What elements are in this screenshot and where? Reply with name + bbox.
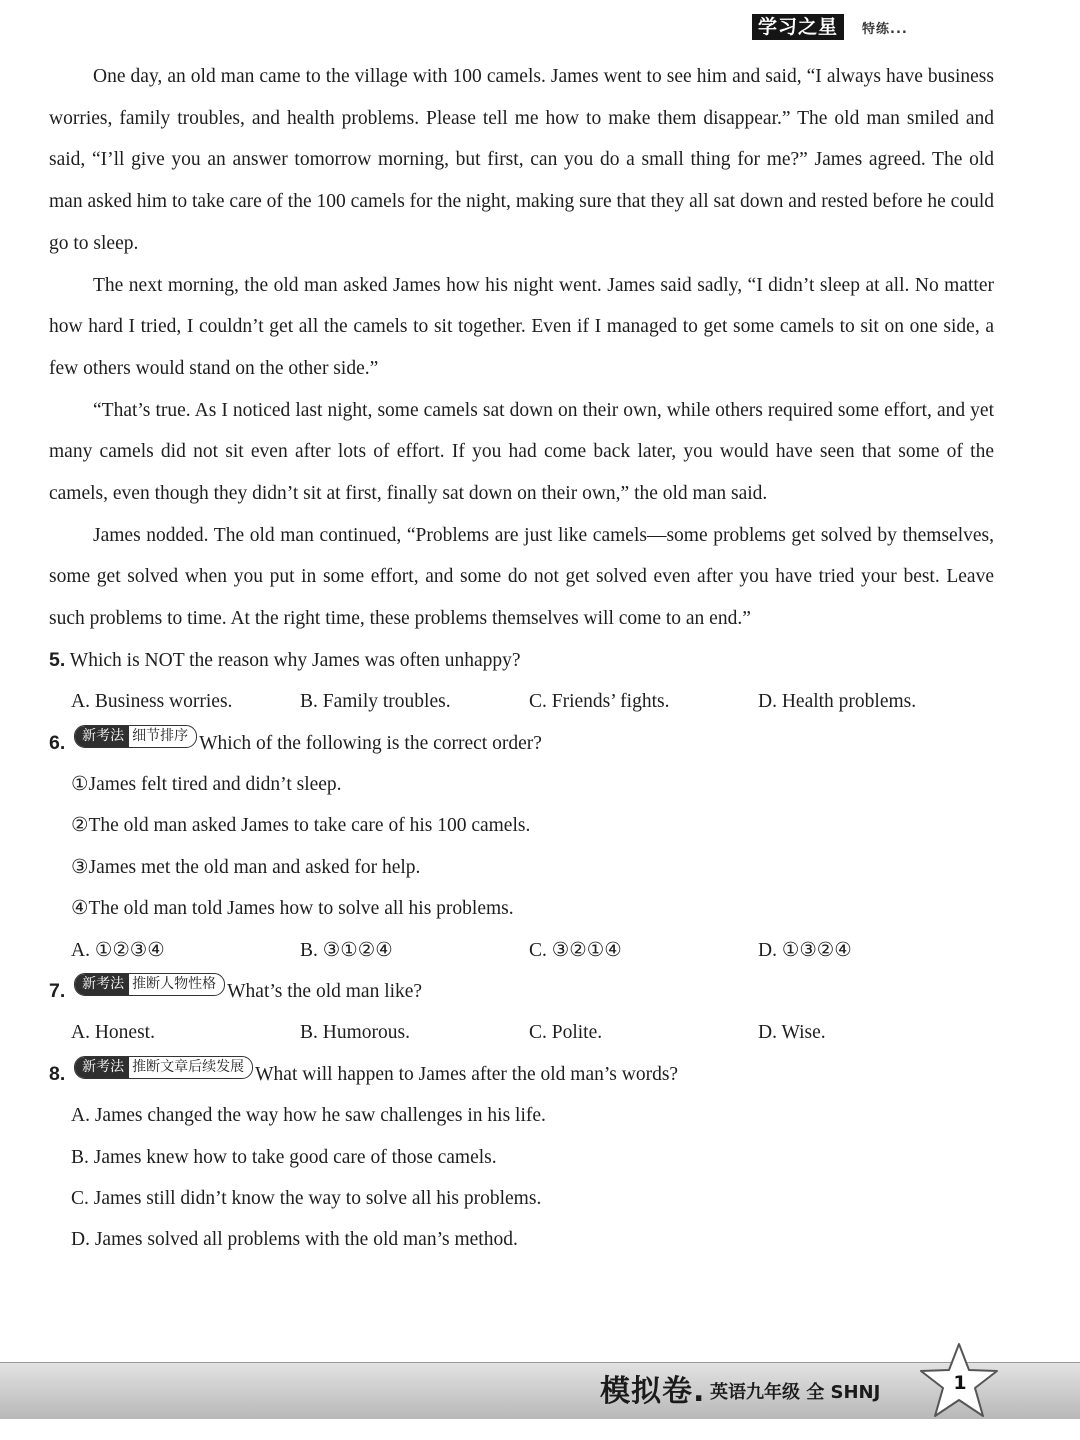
options-row [49, 681, 994, 722]
question-type-badge [74, 973, 225, 996]
footer-title: 模拟卷. [600, 1374, 706, 1409]
badge-label: 新考法 [75, 726, 129, 747]
passage-paragraph-1: One day, an old man came to the village with 100 camels. James went to see him and said, “I always have business worries, family troubles, and health problems. Please tell me how to make them disappear.” The old man smiled and said, “I’ll give you an answer tomorrow morning, but first, can you do a small thing for me?” James agreed. The old man asked him to take care of the 100 camels for the night, making sure that they all sat down and rested before he could go to sleep. [49, 66, 994, 254]
badge-type: 推断人物性格 [132, 975, 217, 992]
badge-type: 推断文章后续发展 [132, 1058, 245, 1075]
option-a: A. James changed the way how he saw challenges in his life. [71, 1105, 546, 1127]
option-b: B. Family troubles. [300, 691, 451, 713]
option-b: B. Humorous. [300, 1022, 410, 1044]
page-number: 1 [953, 1372, 967, 1394]
question-5 [49, 640, 994, 723]
option-b: B. James knew how to take good care of those camels. [71, 1146, 497, 1168]
option-d: D. Health problems. [758, 691, 917, 713]
passage-paragraph-2: The next morning, the old man asked James how his night went. James said sadly, “I didn’t sleep at all. No matter how hard I tried, I couldn’t get all the camels to sit together. Even if I managed to get some camels to sit on one side, a few others would stand on the other side.” [49, 274, 994, 379]
footer-subtitle: 英语九年级 全 SHNJ [710, 1382, 881, 1403]
option-b: B. ③①②④ [300, 939, 393, 961]
option-c: C. Polite. [529, 1022, 603, 1044]
options-row [49, 1012, 994, 1053]
order-item-4: ④The old man told James how to solve all his problems. [71, 898, 514, 920]
order-item-3: ③James met the old man and asked for help. [71, 856, 421, 878]
order-item-2: ②The old man asked James to take care of his 100 camels. [71, 815, 531, 837]
header-tag: 特练... [862, 22, 908, 37]
question-number: 5. [49, 648, 66, 671]
badge-type: 细节排序 [132, 727, 189, 744]
question-text: What’s the old man like? [227, 980, 423, 1002]
question-7 [49, 971, 994, 1054]
order-item-1: ①James felt tired and didn’t sleep. [71, 774, 342, 796]
option-d: D. ①③②④ [758, 939, 852, 961]
option-a: A. ①②③④ [71, 939, 165, 961]
option-a: A. Business worries. [71, 691, 233, 713]
option-d: D. James solved all problems with the old man’s method. [71, 1229, 518, 1251]
page-content [49, 56, 994, 1261]
option-d: D. Wise. [758, 1022, 826, 1044]
option-c: C. James still didn’t know the way to solve all his problems. [71, 1187, 542, 1209]
question-type-badge [74, 1056, 253, 1079]
badge-label: 新考法 [75, 1057, 129, 1078]
options-row [49, 930, 994, 971]
option-a: A. Honest. [71, 1022, 155, 1044]
question-text: What will happen to James after the old man’s words? [255, 1063, 679, 1085]
option-c: C. Friends’ fights. [529, 691, 670, 713]
question-type-badge [74, 725, 197, 748]
question-text: Which of the following is the correct order? [199, 732, 542, 754]
question-8 [49, 1054, 994, 1261]
question-number: 8. [49, 1062, 66, 1085]
question-6 [49, 723, 994, 971]
publisher-logo: 学习之星 [752, 14, 844, 40]
passage-paragraph-3: “That’s true. As I noticed last night, some camels sat down on their own, while others required some effort, and yet many camels did not sit even after lots of effort. If you had come back later, you would have seen that some of the camels, even though they didn’t sit at first, finally sat down on their own,” the old man said. [49, 399, 994, 505]
badge-label: 新考法 [75, 974, 129, 995]
passage-paragraph-4: James nodded. The old man continued, “Problems are just like camels—some problems get solved by themselves, some get solved when you put in some effort, and some do not get solved even after you have tried your best. Leave such problems to time. At the right time, these problems themselves will come to an end.” [49, 524, 994, 630]
option-c: C. ③②①④ [529, 939, 622, 961]
question-number: 6. [49, 731, 66, 754]
question-text: Which is NOT the reason why James was often unhappy? [69, 649, 521, 671]
question-number: 7. [49, 979, 66, 1002]
